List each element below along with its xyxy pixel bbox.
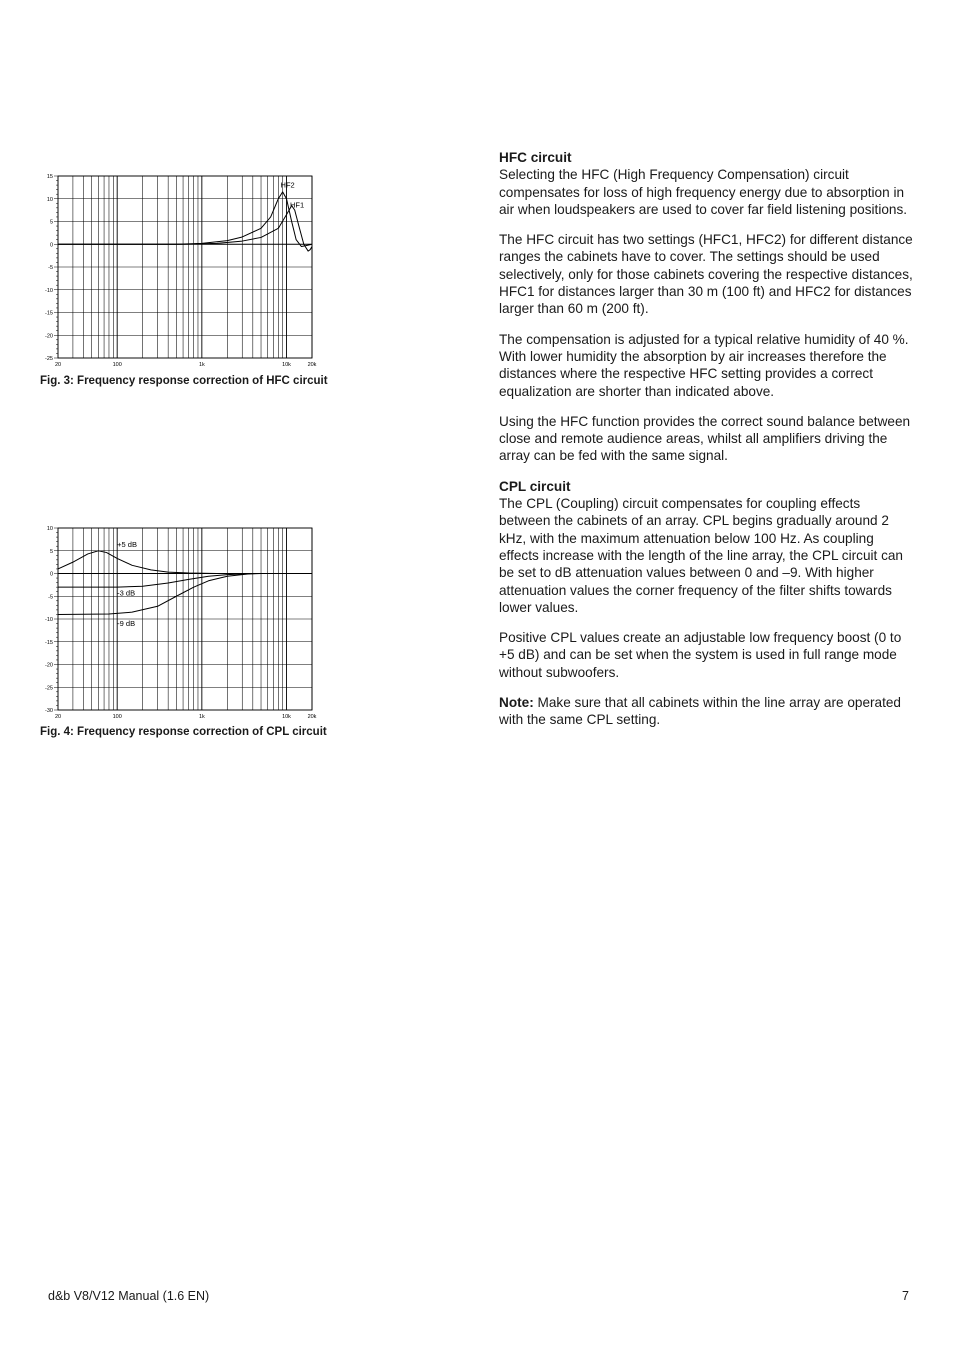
hfc-y-tick-label: -25	[45, 356, 53, 362]
hfc-paragraph-2: The HFC circuit has two settings (HFC1, HFC2) for different distance ranges the cabinets have to cover. The settings should be used selectively, only for those cabinets covering the respective distances, HFC1 for distances larger than 30 m (100 ft) and HFC2 for distances larger than 60 m (200 ft).	[499, 232, 913, 317]
cpl-x-tick-label: 20k	[307, 714, 317, 720]
cpl-heading: CPL circuit	[499, 478, 571, 494]
hfc-series-label: HF2	[280, 180, 295, 190]
hfc-y-tick-label: -10	[45, 287, 53, 294]
cpl-x-tick-label: 100	[112, 714, 122, 720]
cpl-frequency-chart	[40, 520, 330, 724]
hfc-x-tick-label: 20	[54, 362, 62, 368]
hfc-series-label: HF1	[290, 200, 305, 210]
footer-title: d&b V8/V12 Manual (1.6 EN)	[48, 1289, 210, 1303]
cpl-y-tick-label: -15	[45, 639, 53, 646]
cpl-y-tick-label: -5	[48, 594, 53, 601]
hfc-paragraph-4: Using the HFC function provides the correct sound balance between close and remote audience areas, whilst all amplifiers driving the array can be fed with the same signal.	[499, 413, 911, 464]
cpl-paragraph-1: The CPL (Coupling) circuit compensates for coupling effects between the cabinets of an array. CPL begins gradually around 2 kHz, with the maximum attenuation below 100 Hz. As coupling effects increase with the length of the line array, the CPL circuit can be set to dB attenuation values between 0 and –9. With higher attenuation values the corner frequency of the filter shifts towards lower values.	[499, 496, 903, 615]
hfc-y-tick-label: -15	[45, 310, 53, 317]
cpl-series-line	[58, 551, 312, 574]
hfc-y-tick-label: 0	[49, 242, 53, 249]
hfc-heading: HFC circuit	[499, 150, 572, 165]
page-footer	[48, 1289, 909, 1303]
cpl-x-tick-label: 20	[54, 714, 62, 720]
hfc-paragraph-3: The compensation is adjusted for a typical relative humidity of 40 %. With lower humidity the absorption by air increases therefore the distances where the respective HFC setting provides a correct equalization are shorter than indicated above.	[499, 331, 909, 399]
cpl-y-tick-label: 10	[46, 526, 53, 532]
hfc-y-tick-label: 10	[46, 196, 53, 203]
note	[499, 694, 914, 729]
figure-hfc	[40, 168, 360, 387]
cpl-x-tick-label: 10k	[282, 714, 291, 720]
cpl-y-tick-label: 5	[49, 548, 53, 555]
hfc-series-line	[58, 192, 312, 247]
figure-caption-cpl: Fig. 4: Frequency response correction of CPL circuit	[40, 726, 327, 738]
cpl-y-tick-label: -25	[45, 685, 53, 692]
hfc-x-tick-label: 20k	[307, 362, 317, 368]
hfc-frequency-chart	[40, 168, 330, 372]
cpl-y-tick-label: -10	[45, 617, 53, 623]
cpl-paragraph-2: Positive CPL values create an adjustable low frequency boost (0 to +5 dB) and can be set when the system is used in full range mode without subwoofers.	[499, 630, 902, 680]
cpl-series-label: +5 dB	[117, 540, 137, 550]
cpl-y-tick-label: -20	[45, 662, 53, 669]
cpl-series-label: -9 dB	[117, 618, 136, 628]
hfc-x-tick-label: 1k	[198, 362, 205, 368]
cpl-y-tick-label: -30	[45, 708, 53, 714]
hfc-x-tick-label: 10k	[282, 362, 291, 368]
cpl-series-label: -3 dB	[117, 588, 136, 598]
page-number: 7	[902, 1289, 909, 1303]
figure-caption-hfc: Fig. 3: Frequency response correction of HFC circuit	[40, 375, 328, 387]
text-column	[499, 149, 914, 742]
hfc-y-tick-label: 15	[46, 174, 53, 180]
cpl-x-tick-label: 1k	[198, 714, 205, 720]
cpl-y-tick-label: 0	[49, 571, 53, 578]
cpl-series-line	[58, 574, 312, 588]
hfc-y-tick-label: -20	[45, 333, 53, 340]
hfc-y-tick-label: 5	[49, 219, 53, 226]
note-text: Make sure that all cabinets within the line array are operated with the same CPL setting.	[499, 695, 901, 728]
hfc-paragraph-1: Selecting the HFC (High Frequency Compensation) circuit compensates for loss of high frequency energy due to absorption in air when loudspeakers are used to cover far field listening positions.	[499, 167, 908, 217]
figure-cpl	[40, 520, 360, 738]
note-label: Note:	[499, 695, 534, 711]
hfc-x-tick-label: 100	[112, 362, 122, 368]
hfc-y-tick-label: -5	[48, 265, 53, 271]
